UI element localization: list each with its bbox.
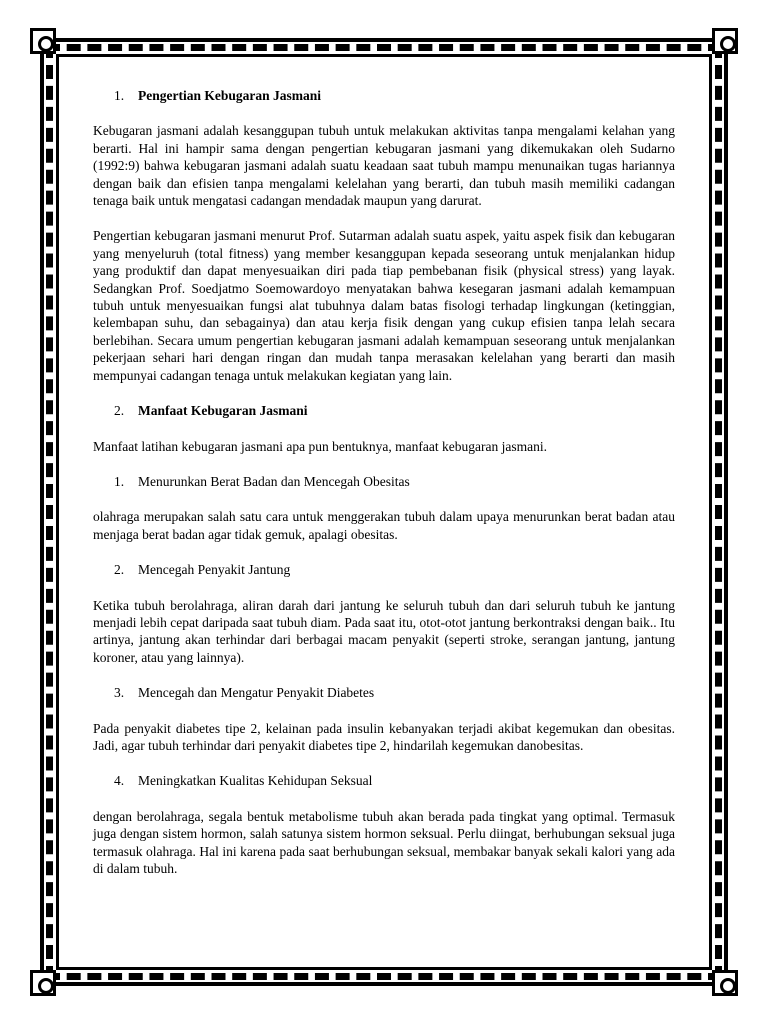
subsection-title: Mencegah dan Mengatur Penyakit Diabetes xyxy=(138,685,375,701)
paragraph: Pada penyakit diabetes tipe 2, kelainan pada insulin kebanyakan terjadi akibat kegemukan dan obesitas. Jadi, agar tubuh terhindar dari penyakit diabetes tipe 2, hindarilah kegemukan danobesitas. xyxy=(93,720,675,753)
corner-ornament-top-left xyxy=(30,28,56,54)
subsection-title: Menurunkan Berat Badan dan Mencegah Obesitas xyxy=(138,473,410,489)
paragraph: Pengertian kebugaran jasmani menurut Prof. Sutarman adalah suatu aspek, yaitu aspek fisik dan kebugaran yang menyeluruh (total fitness) yang member kesanggupan kepada seseorang untuk menjalankan hidup yang produktif dan dapat menyesuaikan diri pada tiap pembebanan fisik (physical stress) yang layak. Sedangkan Prof. Soedjatmo Soemowardoyo menyatakan bahwa kesegaran jasmani adalah kemampuan tubuh untuk menyesuaikan fungsi alat tubuhnya dalam batas fisologi terhadap lingkungan (ketinggian, kelembapan suhu, dan sebagainya) dan atau kerja fisik dengan yang cukup efisien tanpa lelah secara berlebihan. Secara umum pengertian kebugaran jasmani adalah kemampuan seseorang untuk menjalankan pekerjaan sehari hari dengan ringan dan mudah tanpa merasakan kelelahan yang berarti dan masih mempunyai cadangan tenaga untuk melakukan kegiatan yang lain. xyxy=(93,228,675,383)
section-heading xyxy=(114,87,675,104)
paragraph: Kebugaran jasmani adalah kesanggupan tubuh untuk melakukan aktivitas tanpa mengalami kelahan yang berarti. Hal ini hampir sama dengan pengertian kebugaran jasmani yang dikemukakan oleh Sudarno (1992:9) bahwa kebugaran jasmani adalah suatu keadaan saat tubuh mampu menunaikan tugas hariannya dengan baik dan efisien tanpa mengalami kelelahan yang berarti, dan tubuh masih memiliki cadangan tenaga baik untuk mengatasi cadangan mendadak maupun yang darurat. xyxy=(93,123,675,209)
subsection-title: Mencegah Penyakit Jantung xyxy=(138,562,291,578)
subsection-heading xyxy=(114,772,675,789)
corner-ornament-bottom-right xyxy=(712,970,738,996)
corner-ornament-bottom-left xyxy=(30,970,56,996)
section-title: Pengertian Kebugaran Jasmani xyxy=(138,88,322,103)
section-number: 2. xyxy=(114,403,125,419)
corner-ornament-top-right xyxy=(712,28,738,54)
subsection-number: 1. xyxy=(114,473,125,489)
document-body xyxy=(93,87,675,895)
subsection-title: Meningkatkan Kualitas Kehidupan Seksual xyxy=(138,773,373,789)
section-number: 1. xyxy=(114,88,125,103)
subsection-heading xyxy=(114,684,675,701)
paragraph: olahraga merupakan salah satu cara untuk menggerakan tubuh dalam upaya menurunkan berat badan atau menjaga berat badan agar tidak gemuk, apalagi obesitas. xyxy=(93,509,675,542)
paragraph: Manfaat latihan kebugaran jasmani apa pun bentuknya, manfaat kebugaran jasmani. xyxy=(93,438,547,454)
subsection-number: 3. xyxy=(114,685,125,701)
paragraph: dengan berolahraga, segala bentuk metabolisme tubuh akan berada pada tingkat yang optimal. Termasuk juga dengan sistem hormon, salah satunya sistem hormon seksual. Perlu diingat, berhubungan seksual juga termasuk olahraga. Hal ini karena pada saat berhubungan seksual, membakar banyak sekali kalori yang ada di dalam tubuh. xyxy=(93,808,675,876)
paragraph: Ketika tubuh berolahraga, aliran darah dari jantung ke seluruh tubuh dan dari seluruh tubuh ke jantung menjadi lebih cepat daripada saat tubuh diam. Pada saat itu, otot-otot jantung berkontraksi dengan baik.. Itu artinya, jantung akan terhindar dari berbagai macam penyakit (seperti stroke, serangan jantung, jantung koroner, atau yang lainnya). xyxy=(93,597,675,665)
subsection-heading xyxy=(114,561,675,578)
subsection-number: 2. xyxy=(114,562,125,578)
section-heading xyxy=(114,402,675,419)
subsection-heading xyxy=(114,473,675,490)
subsection-number: 4. xyxy=(114,773,125,789)
section-title: Manfaat Kebugaran Jasmani xyxy=(138,403,308,419)
